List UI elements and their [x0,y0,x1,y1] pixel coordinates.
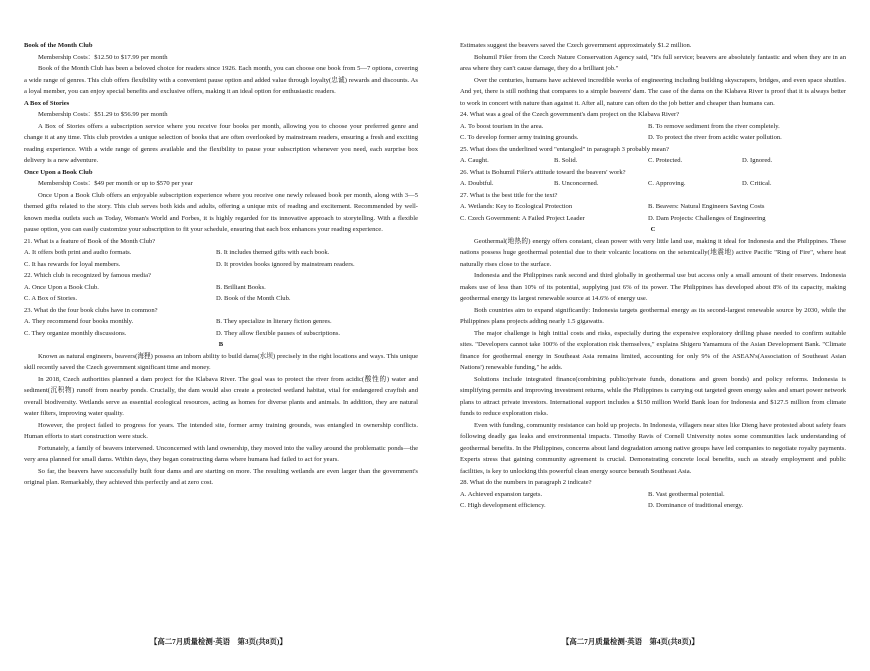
page-3-footer: 【高二7月质量检测·英语 第3页(共8页)】 [150,637,287,646]
q28-option-c: C. High development efficiency. [460,502,546,509]
passage-b-paragraph-7: Over the centuries, humans have achieved incredible works of engineering including building skyscrapers, bridges, and even space shuttles. And yet, there is still nothing that compares to a simple beavers' dam. The case of the dams on the Klabava River is proof that it is always better to work in concert with nature than against it. After all, nature can often do the job better and cheaper than humans can. [460,76,846,107]
passage-c-paragraph-2: Indonesia and the Philippines rank second and third globally in geothermal use but access only a small amount of their reserves. Indonesia makes use of less than 10% of its potential, supplying just 6% of its power. The Philippines has developed about 8% of its capacity, making geothermal energy its largest renewable source at 14.6% of energy use. [460,272,846,302]
club-3-title: Once Upon a Book Club [24,168,93,176]
passage-b-paragraph-5-cont: Estimates suggest the beavers saved the Czech government approximately $1.2 million. [460,42,692,49]
q21-option-c: C. It has rewards for loyal members. [24,260,121,268]
question-28: 28. What do the numbers in paragraph 2 indicate? [460,479,592,486]
q25-options [460,155,846,167]
page-4-column [460,40,846,512]
q28-option-b: B. Vast geothermal potential. [648,490,725,498]
q28-options-row-2 [460,500,846,512]
club-1-title: Book of the Month Club [24,42,93,49]
q23-option-a: A. They recommend four books monthly. [24,318,134,325]
q24-option-c: C. To develop former army training grounds. [460,134,579,141]
club-3-description: Once Upon a Book Club offers an enjoyable subscription experience where you receive one newly released book per month, along with 3—5 themed gifts related to the story. This club serves both kids and adults, offering a unique mix of reading and excitement. Recommended by well-known media outlets such as Today, Woman's World and Forbes, it is highly regarded for its innovative approach to storytelling. With a flexible pause option, you can easily customize your subscription to fit your schedule, ensuring that each box enhances your reading experience. [24,191,418,233]
q25-option-d: D. Ignored. [742,157,773,164]
passage-b-paragraph-1: Known as natural engineers, beavers(海狸) possess an inborn ability to build dams(水坝) precisely in the right locations and ways. This unique skill recently saved the Czech government significant time and money. [24,352,418,371]
q26-option-a: A. Doubtful. [460,180,494,187]
passage-c-paragraph-6: Even with funding, community resistance can hold up projects. In Indonesia, villagers near sites like Dieng have protested about safety fears following deadly gas leaks and environmental impacts. Timothy Ravis of Cornell University notes some communities lack understanding of geothermal benefits. In the Philippines, concerns about land degradation among native groups have led companies to negotiate royalty payments. Experts stress that gaining community agreement is crucial. Demonstrating concrete local benefits, such as steady employment and public facilities, is key to unlocking this powerful clean energy source beneath Southeast Asia. [460,421,846,475]
q21-options-row-1 [24,247,418,259]
passage-b-paragraph-2: In 2018, Czech authorities planned a dam project for the Klabava River. The goal was to protect the river from acidic(酸性的) water and sediment(沉积物) runoff from nearby ponds. Crucially, the dam would also create a protected wetland habitat, vital for endangered crayfish and overall biodiversity. Wetlands serve as essential ecological resources, acting as homes for diverse plants and animals. In addition, they are natural water filters, improving water quality. [24,375,418,417]
q27-options-row-1 [460,201,846,213]
q25-option-c: C. Protected. [648,157,683,164]
q23-option-b: B. They specialize in literary fiction genres. [216,318,332,325]
page-4-footer: 【高二7月质量检测·英语 第4页(共8页)】 [562,637,699,646]
q22-options-row-1 [24,282,418,294]
q23-options-row-1 [24,316,418,328]
q27-option-c: C. Czech Government: A Failed Project Leader [460,214,585,222]
question-25: 25. What does the underlined word "entangled" in paragraph 3 probably mean? [460,145,669,153]
passage-b-paragraph-4: Fortunately, a family of beavers intervened. Unconcerned with land ownership, they moved into the valley around the problematic ponds—the very area planned for small dams. Within days, they began constructing dams where humans had failed to act for years. [24,444,418,463]
question-27: 27. What is the best title for the text? [460,191,558,199]
q27-options-row-2 [460,213,846,225]
q22-option-d: D. Book of the Month Club. [216,295,291,302]
q25-option-b: B. Solid. [554,157,578,164]
q22-option-c: C. A Box of Stories. [24,295,78,302]
q26-option-b: B. Unconcerned. [554,180,599,187]
question-26: 26. What is Bohumil Fišer's attitude toward the beavers' work? [460,168,626,176]
q27-option-b: B. Beavers: Natural Engineers Saving Costs [648,203,765,210]
q23-option-d: D. They allow flexible pauses of subscriptions. [216,329,341,337]
q26-option-d: D. Critical. [742,180,772,187]
club-1-cost: Membership Costs：$12.50 to $17.99 per month [38,53,168,61]
passage-c-paragraph-4: The major challenge is high initial costs and risks, especially during the expensive exploratory drilling phase needed to confirm suitable sites. "Developers cannot take 100% of the exploration risk themselves," explains Shigeru Yamamura of the Asian Development Bank. "Climate finance for geothermal energy in Southeast Asia remains limited, accounting for only 9% of the ASEAN's(Association of Southeast Asian Nations') renewable funding," he adds. [460,329,846,371]
q21-option-d: D. It provides books ignored by mainstream readers. [216,260,355,268]
section-b-heading: B [218,341,224,348]
q21-options-row-2 [24,259,418,271]
q23-options-row-2 [24,328,418,340]
section-c-heading: C [650,226,656,233]
q21-option-b: B. It includes themed gifts with each book. [216,249,330,256]
club-2-cost: Membership Costs：$51.29 to $56.99 per month [38,111,168,118]
q25-option-a: A. Caught. [460,157,489,164]
question-22: 22. Which club is recognized by famous media? [24,272,151,279]
passage-c-paragraph-1: Geothermal(地热的) energy offers constant, clean power with very little land use, making it ideal for Indonesia and the Philippines. These nations possess huge geothermal potential due to their volcanic locations on the seismically(地震地) active Pacific "Ring of Fire", where heat naturally rises close to the surface. [460,237,846,268]
club-1-description: Book of the Month Club has been a beloved choice for readers since 1926. Each month, you can choose one book from 5—7 options, covering a wide range of genres. This club offers flexibility with a convenient pause option and added value through loyalty(忠诚) rewards and discounts. As a loyal member, you can enjoy special benefits and exclusive offers, making it an ideal option for enthusiastic readers. [24,65,418,95]
passage-b-paragraph-3: However, the project failed to progress for years. The intended site, former army training grounds, was entangled in ownership conflicts. Human efforts to start construction were stuck. [24,421,418,440]
q21-option-a: A. It offers both print and audio formats. [24,249,132,256]
q23-option-c: C. They organize monthly discussions. [24,329,127,337]
q24-option-a: A. To boost tourism in the area. [460,122,544,130]
club-2-title: A Box of Stories [24,99,70,107]
q24-option-b: B. To remove sediment from the river completely. [648,122,780,130]
q28-option-d: D. Dominance of traditional energy. [648,502,744,509]
club-3-cost: Membership Costs：$49 per month or up to $570 per year [38,180,193,187]
q26-option-c: C. Approving. [648,180,686,187]
q24-options-row-2 [460,132,846,144]
q26-options [460,178,846,190]
passage-c-paragraph-5: Solutions include integrated finance(combining public/private funds, donations and green bonds) and policy reforms. Indonesia is simplifying permits and improving investment returns, while the Philippines is carrying out targeted green energy sales and smart power network plans to attract private investors. International support includes a $150 million World Bank loan for Indonesia and $127.5 million from climate funds to reduce exploration risks. [460,375,846,417]
passage-b-paragraph-5: So far, the beavers have successfully built four dams and are starting on more. The resulting wetlands are even larger than the government's original plan. Remarkably, they achieved this perfectly and at zero cost. [24,467,418,486]
passage-b-paragraph-6: Bohumil Fišer from the Czech Nature Conservation Agency said, "It's full service; beavers are absolutely fantastic and when they are in an area where they can't cause damage, they do a brilliant job." [460,53,846,72]
club-2-description: A Box of Stories offers a subscription service where you receive four books per month, allowing you to choose your preferred genre and change it at any time. This club provides a unique selection of books that are often overlooked by mainstream readers, ensuring a fresh and exciting reading experience. With a wide range of genres available and the flexibility to pause your subscription whenever you need, each surprise box delivery is a new adventure. [24,122,418,164]
q24-options-row-1 [460,121,846,133]
q22-option-a: A. Once Upon a Book Club. [24,283,99,291]
question-24: 24. What was a goal of the Czech government's dam project on the Klabava River? [460,111,680,118]
page-3-column [24,40,418,489]
passage-c-paragraph-3: Both countries aim to expand significantly: Indonesia targets geothermal energy as its second-largest renewable source by 2030, while the Philippines plans projects adding nearly 1.5 gigawatts. [460,306,846,325]
q22-option-b: B. Brilliant Books. [216,283,266,291]
q28-options-row-1 [460,489,846,501]
q27-option-d: D. Dam Projects: Challenges of Engineering [648,214,766,222]
q27-option-a: A. Wetlands: Key to Ecological Protection [460,203,573,210]
question-21: 21. What is a feature of Book of the Month Club? [24,237,156,245]
q22-options-row-2 [24,293,418,305]
q24-option-d: D. To protect the river from acidic water pollution. [648,134,782,141]
q28-option-a: A. Achieved expansion targets. [460,490,543,498]
question-23: 23. What do the four book clubs have in common? [24,306,158,314]
